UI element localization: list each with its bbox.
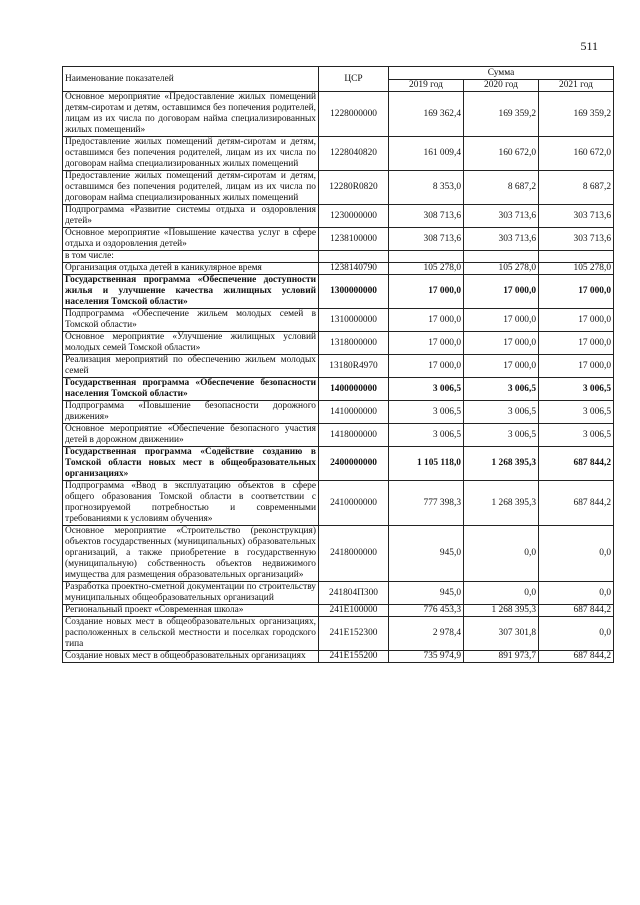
row-name: Государственная программа «Содействие созданию в Томской области новых мест в общеобразовательных организациях» — [63, 447, 319, 481]
row-value-2020: 17 000,0 — [464, 332, 539, 355]
row-value-2019: 2 978,4 — [389, 617, 464, 651]
row-name: Подпрограмма «Развитие системы отдыха и оздоровления детей» — [63, 205, 319, 228]
row-value-2020: 303 713,6 — [464, 205, 539, 228]
row-value-2020: 307 301,8 — [464, 617, 539, 651]
table-row — [63, 251, 614, 263]
row-value-2020: 1 268 395,3 — [464, 447, 539, 481]
row-value-2020: 3 006,5 — [464, 378, 539, 401]
row-value-2020: 3 006,5 — [464, 424, 539, 447]
table-row — [63, 582, 614, 605]
row-value-2019: 776 453,3 — [389, 605, 464, 617]
row-value-2020: 1 268 395,3 — [464, 605, 539, 617]
row-name: Реализация мероприятий по обеспечению жильем молодых семей — [63, 355, 319, 378]
row-value-2020: 0,0 — [464, 582, 539, 605]
budget-table — [62, 66, 614, 663]
row-name: Предоставление жилых помещений детям-сиротам и детям, оставшимся без попечения родителей, лицам из их числа по договорам найма специализированных жилых помещений — [63, 171, 319, 205]
row-value-2019: 169 362,4 — [389, 92, 464, 137]
row-name: Подпрограмма «Обеспечение жильем молодых семей в Томской области» — [63, 309, 319, 332]
row-csr: 241E152300 — [319, 617, 389, 651]
row-value-2020: 1 268 395,3 — [464, 481, 539, 526]
row-value-2020: 0,0 — [464, 526, 539, 582]
table-row — [63, 424, 614, 447]
row-csr: 1228000000 — [319, 92, 389, 137]
header-name: Наименование показателей — [63, 67, 319, 92]
table-row — [63, 171, 614, 205]
row-value-2021: 169 359,2 — [539, 92, 614, 137]
row-value-2019: 3 006,5 — [389, 378, 464, 401]
row-value-2020: 303 713,6 — [464, 228, 539, 251]
table-row — [63, 205, 614, 228]
row-csr — [319, 251, 389, 263]
row-csr: 13180R4970 — [319, 355, 389, 378]
row-value-2021: 687 844,2 — [539, 605, 614, 617]
row-name: Основное мероприятие «Обеспечение безопасного участия детей в дорожном движении» — [63, 424, 319, 447]
row-value-2021: 303 713,6 — [539, 205, 614, 228]
table-row — [63, 447, 614, 481]
row-value-2020: 17 000,0 — [464, 355, 539, 378]
row-value-2019: 945,0 — [389, 526, 464, 582]
row-value-2019: 308 713,6 — [389, 228, 464, 251]
row-value-2019: 3 006,5 — [389, 424, 464, 447]
row-value-2020: 169 359,2 — [464, 92, 539, 137]
row-value-2019: 17 000,0 — [389, 275, 464, 309]
row-value-2020: 160 672,0 — [464, 137, 539, 171]
row-name: Региональный проект «Современная школа» — [63, 605, 319, 617]
row-value-2021: 3 006,5 — [539, 424, 614, 447]
row-csr: 1318000000 — [319, 332, 389, 355]
row-value-2019: 308 713,6 — [389, 205, 464, 228]
row-value-2021: 105 278,0 — [539, 263, 614, 275]
row-csr: 2418000000 — [319, 526, 389, 582]
row-value-2021: 0,0 — [539, 526, 614, 582]
row-value-2021: 3 006,5 — [539, 401, 614, 424]
row-csr: 1238140790 — [319, 263, 389, 275]
header-sum: Сумма — [389, 67, 614, 80]
row-value-2021: 687 844,2 — [539, 651, 614, 663]
row-value-2020 — [464, 251, 539, 263]
row-value-2021: 303 713,6 — [539, 228, 614, 251]
row-value-2019: 161 009,4 — [389, 137, 464, 171]
row-name: Основное мероприятие «Предоставление жилых помещений детям-сиротам и детям, оставшимся без попечения родителей, лицам из их числа по договорам найма специализированных жилых помещений» — [63, 92, 319, 137]
row-name: Разработка проектно-сметной документации по строительству муниципальных общеобразовательных организаций — [63, 582, 319, 605]
row-value-2019: 17 000,0 — [389, 309, 464, 332]
row-value-2019: 3 006,5 — [389, 401, 464, 424]
row-value-2019: 777 398,3 — [389, 481, 464, 526]
row-value-2021: 3 006,5 — [539, 378, 614, 401]
row-csr: 2400000000 — [319, 447, 389, 481]
row-value-2021: 17 000,0 — [539, 332, 614, 355]
table-body — [63, 92, 614, 663]
row-name: Государственная программа «Обеспечение безопасности населения Томской области» — [63, 378, 319, 401]
row-value-2019: 17 000,0 — [389, 332, 464, 355]
table-row — [63, 332, 614, 355]
row-value-2019: 17 000,0 — [389, 355, 464, 378]
row-name: Основное мероприятие «Строительство (реконструкция) объектов государственных (муниципальных) образовательных организаций, а также приобретение в государственную (муниципальную) собственность объектов недвижимого имущества для размещения образовательных организаций» — [63, 526, 319, 582]
table-row — [63, 481, 614, 526]
row-value-2021: 17 000,0 — [539, 275, 614, 309]
table-row — [63, 263, 614, 275]
row-name: Организация отдыха детей в каникулярное время — [63, 263, 319, 275]
row-name: Создание новых мест в общеобразовательных организациях — [63, 651, 319, 663]
row-value-2021 — [539, 251, 614, 263]
table-row — [63, 92, 614, 137]
row-value-2019: 8 353,0 — [389, 171, 464, 205]
table-row — [63, 137, 614, 171]
row-csr: 12280R0820 — [319, 171, 389, 205]
row-csr: 1310000000 — [319, 309, 389, 332]
row-csr: 1300000000 — [319, 275, 389, 309]
row-name: Основное мероприятие «Улучшение жилищных условий молодых семей Томской области» — [63, 332, 319, 355]
table-row — [63, 309, 614, 332]
row-csr: 2410000000 — [319, 481, 389, 526]
table-row — [63, 355, 614, 378]
row-csr: 1238100000 — [319, 228, 389, 251]
row-csr: 1228040820 — [319, 137, 389, 171]
row-value-2020: 17 000,0 — [464, 309, 539, 332]
row-value-2021: 687 844,2 — [539, 447, 614, 481]
row-value-2020: 105 278,0 — [464, 263, 539, 275]
row-name: Подпрограмма «Ввод в эксплуатацию объектов в сфере общего образования Томской области в соответствии с прогнозируемой потребностью и современными требованиями к условиям обучения» — [63, 481, 319, 526]
table-row — [63, 651, 614, 663]
header-csr: ЦСР — [319, 67, 389, 92]
row-csr: 1400000000 — [319, 378, 389, 401]
row-name: в том числе: — [63, 251, 319, 263]
row-name: Создание новых мест в общеобразовательных организациях, расположенных в сельской местности и поселках городского типа — [63, 617, 319, 651]
row-value-2021: 17 000,0 — [539, 355, 614, 378]
table-row — [63, 378, 614, 401]
table-row — [63, 275, 614, 309]
table-row — [63, 526, 614, 582]
row-value-2019: 105 278,0 — [389, 263, 464, 275]
table-row — [63, 401, 614, 424]
row-value-2021: 160 672,0 — [539, 137, 614, 171]
row-value-2019: 1 105 118,0 — [389, 447, 464, 481]
row-name: Предоставление жилых помещений детям-сиротам и детям, оставшимся без попечения родителей, лицам из их числа по договорам найма специализированных жилых помещений — [63, 137, 319, 171]
row-value-2020: 891 973,7 — [464, 651, 539, 663]
row-name: Основное мероприятие «Повышение качества услуг в сфере отдыха и оздоровления детей» — [63, 228, 319, 251]
row-value-2021: 0,0 — [539, 582, 614, 605]
row-value-2020: 8 687,2 — [464, 171, 539, 205]
row-value-2019: 945,0 — [389, 582, 464, 605]
row-csr: 1410000000 — [319, 401, 389, 424]
row-value-2021: 17 000,0 — [539, 309, 614, 332]
row-csr: 241804П300 — [319, 582, 389, 605]
row-name: Подпрограмма «Повышение безопасности дорожного движения» — [63, 401, 319, 424]
row-csr: 1418000000 — [319, 424, 389, 447]
row-name: Государственная программа «Обеспечение доступности жилья и улучшение качества жилищных условий населения Томской области» — [63, 275, 319, 309]
row-csr: 1230000000 — [319, 205, 389, 228]
table-row — [63, 617, 614, 651]
table-row — [63, 605, 614, 617]
page-number: 511 — [580, 39, 598, 53]
row-csr: 241E155200 — [319, 651, 389, 663]
row-value-2019: 735 974,9 — [389, 651, 464, 663]
header-year-2020: 2020 год — [464, 80, 539, 92]
header-year-2019: 2019 год — [389, 80, 464, 92]
row-value-2021: 0,0 — [539, 617, 614, 651]
row-csr: 241E100000 — [319, 605, 389, 617]
header-year-2021: 2021 год — [539, 80, 614, 92]
row-value-2021: 687 844,2 — [539, 481, 614, 526]
table-row — [63, 228, 614, 251]
row-value-2019 — [389, 251, 464, 263]
row-value-2020: 17 000,0 — [464, 275, 539, 309]
row-value-2021: 8 687,2 — [539, 171, 614, 205]
row-value-2020: 3 006,5 — [464, 401, 539, 424]
